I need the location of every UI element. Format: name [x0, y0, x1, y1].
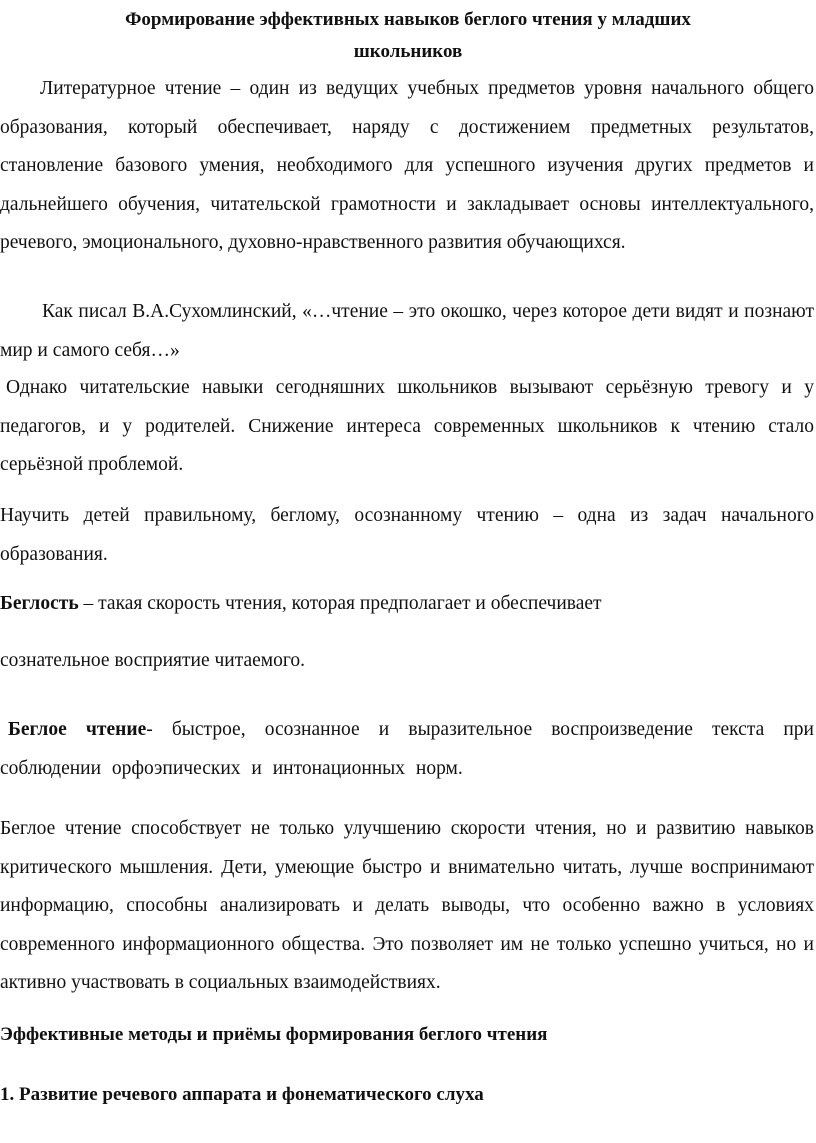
term-fluency: Беглость [0, 593, 79, 614]
document-title-line-1: Формирование эффективных навыков беглого чтения у младших [125, 9, 691, 30]
heading-section-1: 1. Развитие речевого аппарата и фонематического слуха [0, 1084, 484, 1105]
fluent-reading-definition-text: - быстрое, осознанное и выразительное воспроизведение текста при соблюдении орфоэпических и интонационных норм. [0, 719, 814, 779]
fluency-definition-text: – такая скорость чтения, которая предполагает и обеспечивает [78, 593, 602, 614]
term-fluent-reading: Беглое чтение [8, 719, 147, 740]
paragraph-fluent-reading-definition [0, 711, 814, 788]
paragraph-conscious-perception: сознательное восприятие читаемого. [0, 650, 306, 671]
paragraph-fluency-definition [0, 585, 814, 624]
paragraph-teaching-goal: Научить детей правильному, беглому, осознанному чтению – одна из задач начального образования. [0, 505, 814, 565]
paragraph-fluent-reading-benefits: Беглое чтение способствует не только улучшению скорости чтения, но и развитию навыков критического мышления. Дети, умеющие быстро и внимательно читать, лучше воспринимают информацию, способны анализировать и делать выводы, что особенно важно в условиях современного информационного общества. Это позволяет им не только успешно учиться, но и активно участвовать в социальных взаимодействиях. [0, 818, 814, 993]
paragraph-sukhomlinsky-quote: Как писал В.А.Сухомлинский, «…чтение – это окошко, через которое дети видят и познают мир и самого себя…» [0, 301, 814, 361]
heading-effective-methods: Эффективные методы и приёмы формирования беглого чтения [0, 1024, 548, 1045]
paragraph-reading-concern: Однако читательские навыки сегодняшних школьников вызывают серьёзную тревогу и у педагогов, и у родителей. Снижение интереса современных школьников к чтению стало серьёзной проблемой. [0, 377, 814, 475]
paragraph-literary-reading: Литературное чтение – один из ведущих учебных предметов уровня начального общего образования, который обеспечивает, наряду с достижением предметных результатов, становление базового умения, необходимого для успешного изучения других предметов и дальнейшего обучения, читательской грамотности и закладывает основы интеллектуального, речевого, эмоционального, духовно-нравственного развития обучающихся. [0, 78, 814, 253]
document-title-line-2: школьников [353, 41, 463, 62]
